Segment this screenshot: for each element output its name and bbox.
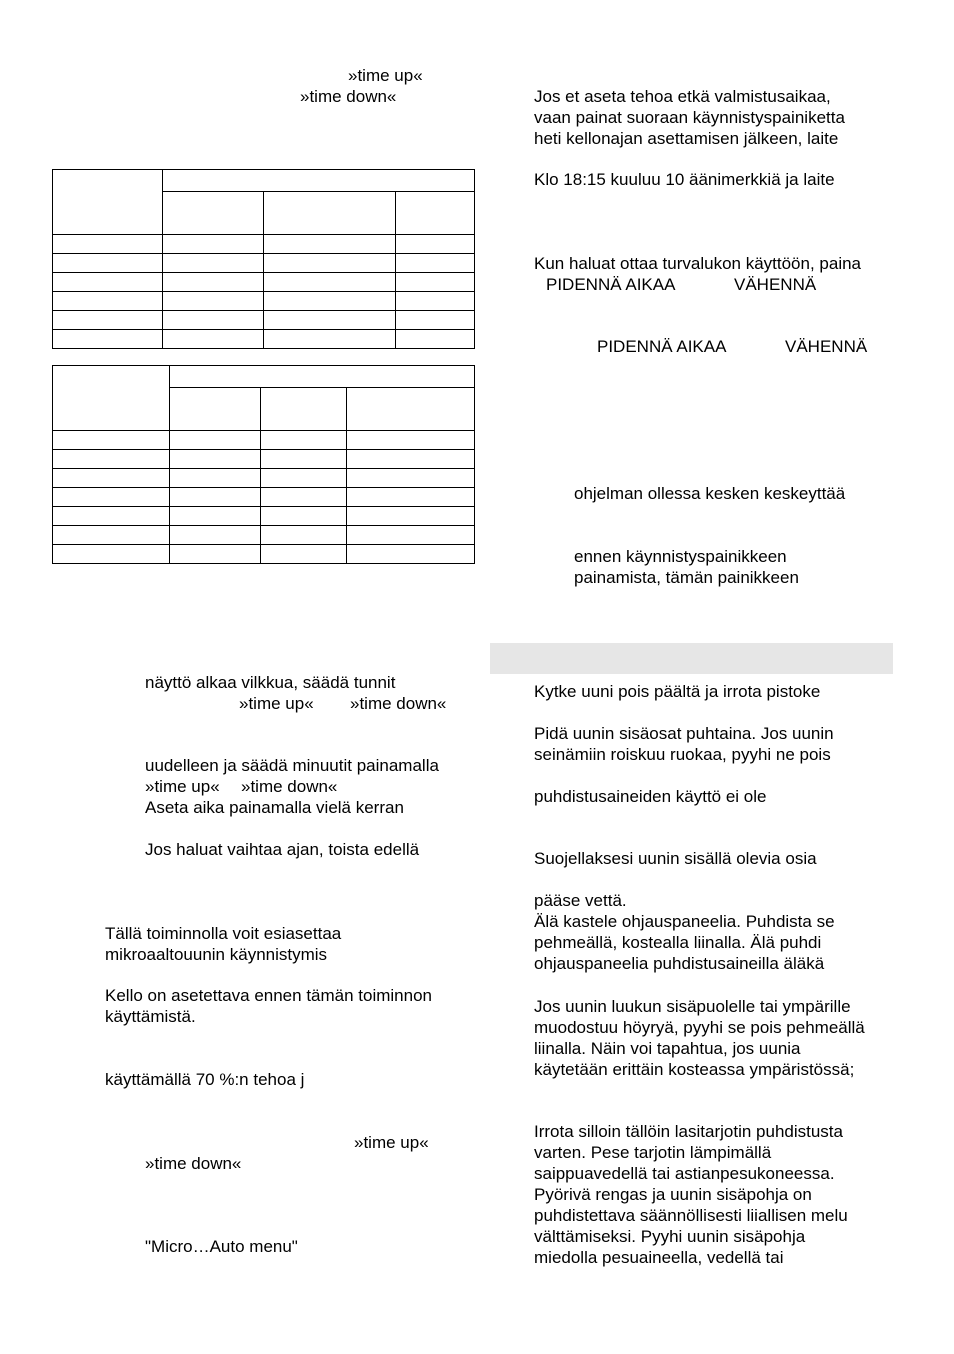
table-cell xyxy=(170,366,475,388)
table-cell xyxy=(396,192,475,235)
micro-auto-menu-label: "Micro…Auto menu" xyxy=(145,1237,298,1256)
table-row xyxy=(53,469,475,488)
preset-text-line: Tällä toiminnolla voit esiasettaa xyxy=(105,924,342,943)
preset-text-line: mikroaaltouunin käynnistymis xyxy=(105,945,328,964)
care-text-line: Jos uunin luukun sisäpuolelle tai ympärille xyxy=(534,997,851,1016)
care-text-line: puhdistettava säännöllisesti liiallisen melu xyxy=(534,1206,848,1225)
care-text-line: seinämiin roiskuu ruokaa, pyyhi ne pois xyxy=(534,745,831,764)
clock-text-line: näyttö alkaa vilkkua, säädä tunnit xyxy=(145,673,396,692)
care-text-line: puhdistusaineiden käyttö ei ole xyxy=(534,787,767,806)
lock-text-line: Kun haluat ottaa turvalukon käyttöön, paina xyxy=(534,254,862,273)
care-text-line: Pidä uunin sisäosat puhtaina. Jos uunin xyxy=(534,724,834,743)
time-down-label: »time down« xyxy=(350,694,447,713)
extend-time-label: PIDENNÄ AIKAA xyxy=(546,275,676,294)
table-row xyxy=(53,292,475,311)
table-cell xyxy=(347,388,475,431)
table-cell xyxy=(163,192,264,235)
care-text-line: miedolla pesuaineella, vedellä tai xyxy=(534,1248,784,1267)
preset-text-line: käyttämällä 70 %:n tehoa j xyxy=(105,1070,305,1089)
table-cell xyxy=(53,170,163,235)
care-text-line: Irrota silloin tällöin lasitarjotin puhdistusta xyxy=(534,1122,843,1141)
right-text-line: Klo 18:15 kuuluu 10 äänimerkkiä ja laite xyxy=(534,170,835,189)
table-cell xyxy=(261,388,347,431)
time-up-label: »time up« xyxy=(348,66,423,85)
power-table-2 xyxy=(52,365,475,564)
care-text-line: Älä kastele ohjauspaneelia. Puhdista se xyxy=(534,912,835,931)
table-row xyxy=(53,526,475,545)
time-up-label: »time up« xyxy=(239,694,314,713)
care-text-line: pehmeällä, kostealla liinalla. Älä puhdi xyxy=(534,933,822,952)
care-text-line: muodostuu höyryä, pyyhi se pois pehmeällä xyxy=(534,1018,865,1037)
time-up-label: »time up« xyxy=(354,1133,429,1152)
time-up-label: »time up« xyxy=(145,777,220,796)
table-row xyxy=(53,330,475,349)
care-text-line: Pyörivä rengas ja uunin sisäpohja on xyxy=(534,1185,812,1204)
care-text-line: käytetään erittäin kosteassa ympäristössä; xyxy=(534,1060,855,1079)
care-text-line: ohjauspaneelia puhdistusaineilla äläkä xyxy=(534,954,825,973)
right-text-line: Jos et aseta tehoa etkä valmistusaikaa, xyxy=(534,87,831,106)
start-text-line: ennen käynnistyspainikkeen xyxy=(574,547,787,566)
table-row xyxy=(53,254,475,273)
right-text-line: heti kellonajan asettamisen jälkeen, laite xyxy=(534,129,839,148)
table-row xyxy=(53,235,475,254)
table-row xyxy=(53,311,475,330)
table-cell xyxy=(264,192,396,235)
preset-text-line: käyttämistä. xyxy=(105,1007,196,1026)
table-row xyxy=(53,273,475,292)
table-cell xyxy=(53,366,170,431)
table-row xyxy=(53,431,475,450)
start-text-line: painamista, tämän painikkeen xyxy=(574,568,799,587)
care-text-line: saippuavedellä tai astianpesukoneessa. xyxy=(534,1164,835,1183)
power-table-1 xyxy=(52,169,475,349)
stop-text-line: ohjelman ollessa kesken keskeyttää xyxy=(574,484,846,503)
care-text-line: välttämiseksi. Pyyhi uunin sisäpohja xyxy=(534,1227,806,1246)
time-down-label: »time down« xyxy=(145,1154,242,1173)
care-text-line: varten. Pese tarjotin lämpimällä xyxy=(534,1143,772,1162)
clock-text-line: uudelleen ja säädä minuutit painamalla xyxy=(145,756,439,775)
preset-text-line: Kello on asetettava ennen tämän toiminnon xyxy=(105,986,433,1005)
section-heading-band xyxy=(490,643,893,674)
reduce-label: VÄHENNÄ xyxy=(785,337,868,356)
table-cell xyxy=(163,170,475,192)
table-row xyxy=(53,488,475,507)
care-text-line: pääse vettä. xyxy=(534,891,627,910)
clock-text-line: Aseta aika painamalla vielä kerran xyxy=(145,798,404,817)
clock-text-line: Jos haluat vaihtaa ajan, toista edellä xyxy=(145,840,420,859)
table-row xyxy=(53,507,475,526)
care-text-line: Suojellaksesi uunin sisällä olevia osia xyxy=(534,849,817,868)
care-text-line: Kytke uuni pois päältä ja irrota pistoke xyxy=(534,682,821,701)
care-text-line: liinalla. Näin voi tapahtua, jos uunia xyxy=(534,1039,801,1058)
table-row xyxy=(53,545,475,564)
reduce-label: VÄHENNÄ xyxy=(734,275,817,294)
table-cell xyxy=(170,388,261,431)
extend-time-label: PIDENNÄ AIKAA xyxy=(597,337,727,356)
table-row xyxy=(53,450,475,469)
time-down-label: »time down« xyxy=(241,777,338,796)
right-text-line: vaan painat suoraan käynnistyspainiketta xyxy=(534,108,845,127)
time-down-label: »time down« xyxy=(300,87,397,106)
